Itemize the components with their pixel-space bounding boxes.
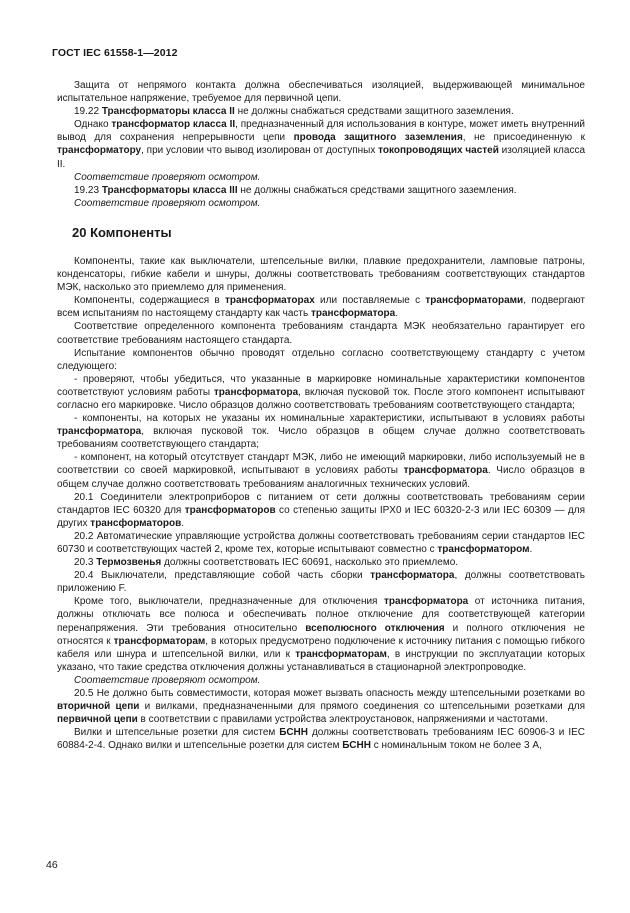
term-bold: трансформатору (57, 145, 142, 157)
paragraph (57, 184, 585, 197)
term-bold: всеполюсного отключения (305, 622, 445, 634)
text-run: 19.23 (74, 184, 102, 196)
paragraph (57, 255, 585, 294)
text-run: , подвергают всем испытаниям по настоящему стандарту как часть (57, 295, 585, 320)
term-bold: Трансформаторы класса II (101, 106, 235, 118)
text-run: изоляцией класса II. (57, 145, 585, 170)
text-run: . (395, 308, 398, 320)
text-run: 20.2 Автоматические управляющие устройства должны соответствовать требованиям серии стандартов IEC 60730 и соответствующих частей 2, кроме тех, которые испытывают совместно с (57, 530, 585, 555)
text-run: со степенью защиты IPX0 и IEC 60320-2-3 или IEC 60309 — для других (57, 504, 586, 529)
text-run: не должны снабжаться средствами защитного заземления. (234, 106, 514, 118)
text-run: - проверяют, чтобы убедиться, что указанные в маркировке номинальные характеристики компонентов соответствуют условиям работы (57, 373, 585, 398)
term-bold: трансформаторов (90, 517, 182, 529)
text-run: , включая пусковой ток. Число образцов в общем случае должно соответствовать требованиям соответствующего стандарта; (57, 426, 585, 451)
text-run: , должны соответствовать приложению F. (57, 570, 585, 595)
text-run: , в инструкции по эксплуатации которых указано, что такие средства отключения должны устанавливаться в стационарной электропроводке. (57, 648, 585, 673)
paragraph (57, 171, 585, 184)
text-run: Испытание компонентов обычно проводят отдельно согласно соответствующему стандарту с учетом следующего: (57, 347, 585, 372)
text-run: , включая пусковой ток. После этого компонент испытывают согласно его маркировке. Число образцов должно соответствовать требованиям соответствующего стандарта; (57, 386, 586, 411)
paragraph (57, 118, 585, 170)
text-run: 20 Компоненты (72, 224, 172, 240)
text-run: . Число образцов в общем случае должно соответствовать требованиям аналогичных технических условий. (57, 465, 585, 490)
term-bold: БСНН (279, 727, 308, 739)
paragraph (57, 726, 585, 752)
paragraph (57, 105, 585, 118)
text-run: 19.22 (74, 106, 102, 118)
term-bold: трансформатора (213, 386, 299, 398)
text-run: Вилки и штепсельные розетки для систем (74, 727, 280, 739)
term-bold: трансформаторов (184, 504, 276, 516)
text-run: Однако (74, 119, 112, 131)
paragraph (57, 451, 585, 490)
paragraph (57, 347, 585, 373)
term-bold: трансформатора (370, 570, 455, 582)
document-body (57, 79, 585, 753)
document-header: ГОСТ IEC 61558-1—2012 (52, 47, 178, 59)
term-bold: трансформатором (437, 544, 530, 555)
paragraph (57, 320, 585, 346)
term-bold: трансформатора (310, 308, 396, 320)
text-run: Соответствие проверяют осмотром. (74, 674, 261, 686)
text-run: от источника питания, должны отключать все полюса и обеспечивать полное отключение для соответствующей категории перенапряжения. Эти требования относительно (57, 596, 585, 634)
paragraph (57, 674, 585, 687)
text-run: 20.1 Соединители электроприборов с питанием от сети должны соответствовать требованиям серии стандартов IEC 60320 для (57, 491, 585, 516)
text-run: . (181, 517, 185, 529)
text-run: 20.5 Не должно быть совместимости, которая может вызвать опасность между штепсельными розетками во (74, 688, 585, 700)
text-run: Защита от непрямого контакта должна обеспечиваться изоляцией, выдерживающей минимальное испытательное напряжение, требуемое для первичной цепи. (57, 80, 585, 105)
text-run: в соответствии с правилами устройства электроустановок, напряжениями и частотами. (137, 714, 548, 726)
paragraph (57, 569, 585, 595)
text-run: Кроме того, выключатели, предназначенные для отключения (74, 596, 384, 608)
section-heading (72, 225, 585, 241)
text-run: - компонент, на который отсутствует стандарт МЭК, либо не имеющий маркировки, либо используемый не в соответствии со своей маркировкой, испытывают в условиях работы (57, 452, 585, 477)
text-run: 20.4 Выключатели, представляющие собой часть сборки (74, 570, 371, 582)
page-number: 46 (46, 859, 58, 871)
text-run: - компоненты, на которых не указаны их номинальные характеристики, испытывают в условиях работы (74, 413, 585, 425)
term-bold: БСНН (342, 740, 371, 752)
paragraph (57, 79, 585, 105)
paragraph (57, 687, 585, 726)
text-run: , не присоединенную к (462, 132, 585, 144)
term-bold: трансформатора (403, 465, 488, 477)
text-run: должны соответствовать требованиям IEC 60906-3 и IEC 60884-2-4. Однако вилки и штепсельные розетки для систем (57, 727, 585, 752)
paragraph (57, 373, 585, 412)
paragraph (57, 412, 585, 451)
text-run: . (529, 544, 533, 555)
paragraph (57, 556, 585, 569)
term-bold: трансформаторам (295, 648, 387, 660)
paragraph (57, 530, 585, 556)
paragraph (57, 294, 585, 320)
paragraph (57, 491, 585, 530)
term-bold: трансформаторам (113, 635, 206, 647)
text-run: , в которых предусмотрено подключение к источнику питания с помощью гибкого кабеля или шнура и штепсельной вилки, или к (57, 635, 585, 660)
term-bold: провода защитного заземления (293, 132, 463, 144)
text-run: Соответствие проверяют осмотром. (74, 197, 261, 209)
term-bold: трансформатора (57, 426, 142, 438)
text-run: Компоненты, такие как выключатели, штепсельные вилки, плавкие предохранители, ламповые патроны, конденсаторы, гибкие кабели и шнуры, должны соответствовать требованиям соответствующих стандартов МЭК, насколько это приемлемо для применения. (57, 255, 585, 294)
text-run: и вилками, предназначенными для прямого соединения со штепсельными розетками для (139, 701, 586, 713)
text-run: или поставляемые с (314, 295, 426, 307)
text-run: 20.3 (74, 557, 97, 569)
term-bold: трансформаторах (224, 295, 315, 307)
text-run: и полного отключения не относятся к (57, 622, 585, 647)
paragraph (57, 595, 585, 674)
text-run: должны соответствовать IEC 60691, насколько это приемлемо. (161, 557, 459, 569)
paragraph (57, 197, 585, 210)
text-run: Компоненты, содержащиеся в (74, 295, 225, 307)
term-bold: трансформаторами (425, 295, 524, 307)
term-bold: Трансформаторы класса III (101, 184, 238, 196)
text-run: не должны снабжаться средствами защитного заземления. (237, 184, 517, 196)
text-run: , при условии что вывод изолирован от доступных (141, 145, 379, 157)
term-bold: Термозвенья (96, 557, 162, 569)
term-bold: токопроводящих частей (378, 145, 499, 157)
term-bold: трансформатора (384, 596, 469, 608)
term-bold: вторичной цепи (57, 701, 140, 713)
text-run: Соответствие определенного компонента требованиям стандарта МЭК необязательно гарантирует его соответствие требованиям настоящего стандарта. (57, 321, 585, 346)
term-bold: первичной цепи (57, 714, 138, 726)
text-run: , предназначенный для использования в контуре, может иметь внутренний вывод для сохранения непрерывности цепи (57, 119, 585, 144)
text-run: с номинальным током не более 3 А, (370, 740, 542, 752)
term-bold: трансформатор класса II (111, 119, 236, 131)
text-run: Соответствие проверяют осмотром. (74, 171, 261, 183)
